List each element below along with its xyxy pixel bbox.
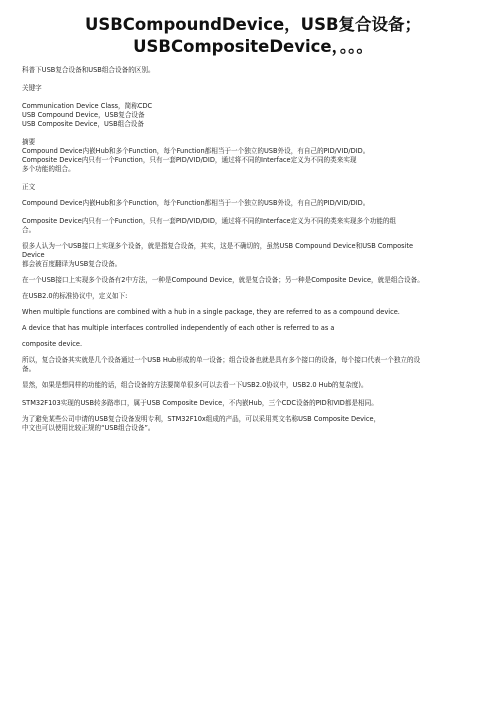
body-heading: 正文 (22, 183, 36, 191)
keyword-line: USB Compound Device，USB复合设备 (22, 111, 145, 119)
body-paragraph-9-line-2: 备。 (22, 365, 36, 373)
page-title (22, 14, 484, 58)
abstract-heading: 摘要 (22, 138, 36, 146)
page-title-line-2: USBCompositeDevice，。。。 (133, 37, 373, 56)
body-paragraph-7: A device that has multiple interfaces controlled independently of each other is referred to as a (22, 324, 335, 332)
body-paragraph-3-line-1: 很多人认为一个USB接口上实现多个设备，就是指复合设备，其实，这是不确切的，虽然USB Compound Device和USB Composite (22, 242, 414, 250)
body-paragraph-8: composite device. (22, 340, 83, 348)
keyword-line: Communication Device Class，简称CDC (22, 102, 153, 110)
keyword-line: USB Composite Device，USB组合设备 (22, 120, 144, 128)
body-paragraph-3-line-2: Device (22, 251, 45, 259)
body-paragraph-9-line-1: 所以，复合设备其实就是几个设备通过一个USB Hub形成的单一设备；组合设备也就是具有多个接口的设备，每个接口代表一个独立的设 (22, 356, 421, 364)
abstract-line: Compound Device内嵌Hub和多个Function，每个Function都相当于一个独立的USB外设，有自己的PID/VID/DID。 (22, 147, 370, 155)
intro-text: 科普下USB复合设备和USB组合设备的区别。 (22, 66, 155, 74)
body-paragraph-5: 在USB2.0的标准协议中，定义如下: (22, 292, 128, 300)
body-paragraph-4: 在一个USB接口上实现多个设备有2中方法，一种是Compound Device，就是复合设备；另一种是Composite Device，就是组合设备。 (22, 276, 424, 284)
body-paragraph-2-line-1: Composite Device内只有一个Function，只有一套PID/VID/DID，通过将不同的Interface定义为不同的类来实现多个功能的组 (22, 217, 397, 225)
body-paragraph-2-line-2: 合。 (22, 226, 36, 234)
page-title-line-1: USBCompoundDevice，USB复合设备； (84, 15, 422, 34)
body-paragraph-10: 显然，如果是想同样的功能的话，组合设备的方法要简单很多(可以去看一下USB2.0协议中，USB2.0 Hub的复杂度)。 (22, 381, 368, 389)
body-paragraph-11: STM32F103实现的USB转多路串口，属于USB Composite Device，不内嵌Hub，三个CDC设备的PID和VID都是相同。 (22, 399, 378, 407)
abstract-line: 多个功能的组合。 (22, 165, 75, 173)
body-paragraph-1: Compound Device内嵌Hub和多个Function，每个Function都相当于一个独立的USB外设，有自己的PID/VID/DID。 (22, 199, 370, 207)
body-paragraph-3-line-3: 都会被百度翻译为USB复合设备。 (22, 260, 122, 268)
body-paragraph-12-line-2: 中文也可以使用比较正规的“USB组合设备”。 (22, 424, 155, 432)
body-paragraph-6: When multiple functions are combined with a hub in a single package, they are referred to as a compound device. (22, 308, 400, 316)
body-paragraph-12-line-1: 为了避免某些公司申请的USB复合设备发明专利，STM32F10x组成的产品，可以采用英文名称USB Composite Device， (22, 415, 381, 423)
abstract-line: Composite Device内只有一个Function，只有一套PID/VID/DID，通过将不同的Interface定义为不同的类来实现 (22, 156, 357, 164)
keywords-heading: 关键字 (22, 84, 42, 92)
